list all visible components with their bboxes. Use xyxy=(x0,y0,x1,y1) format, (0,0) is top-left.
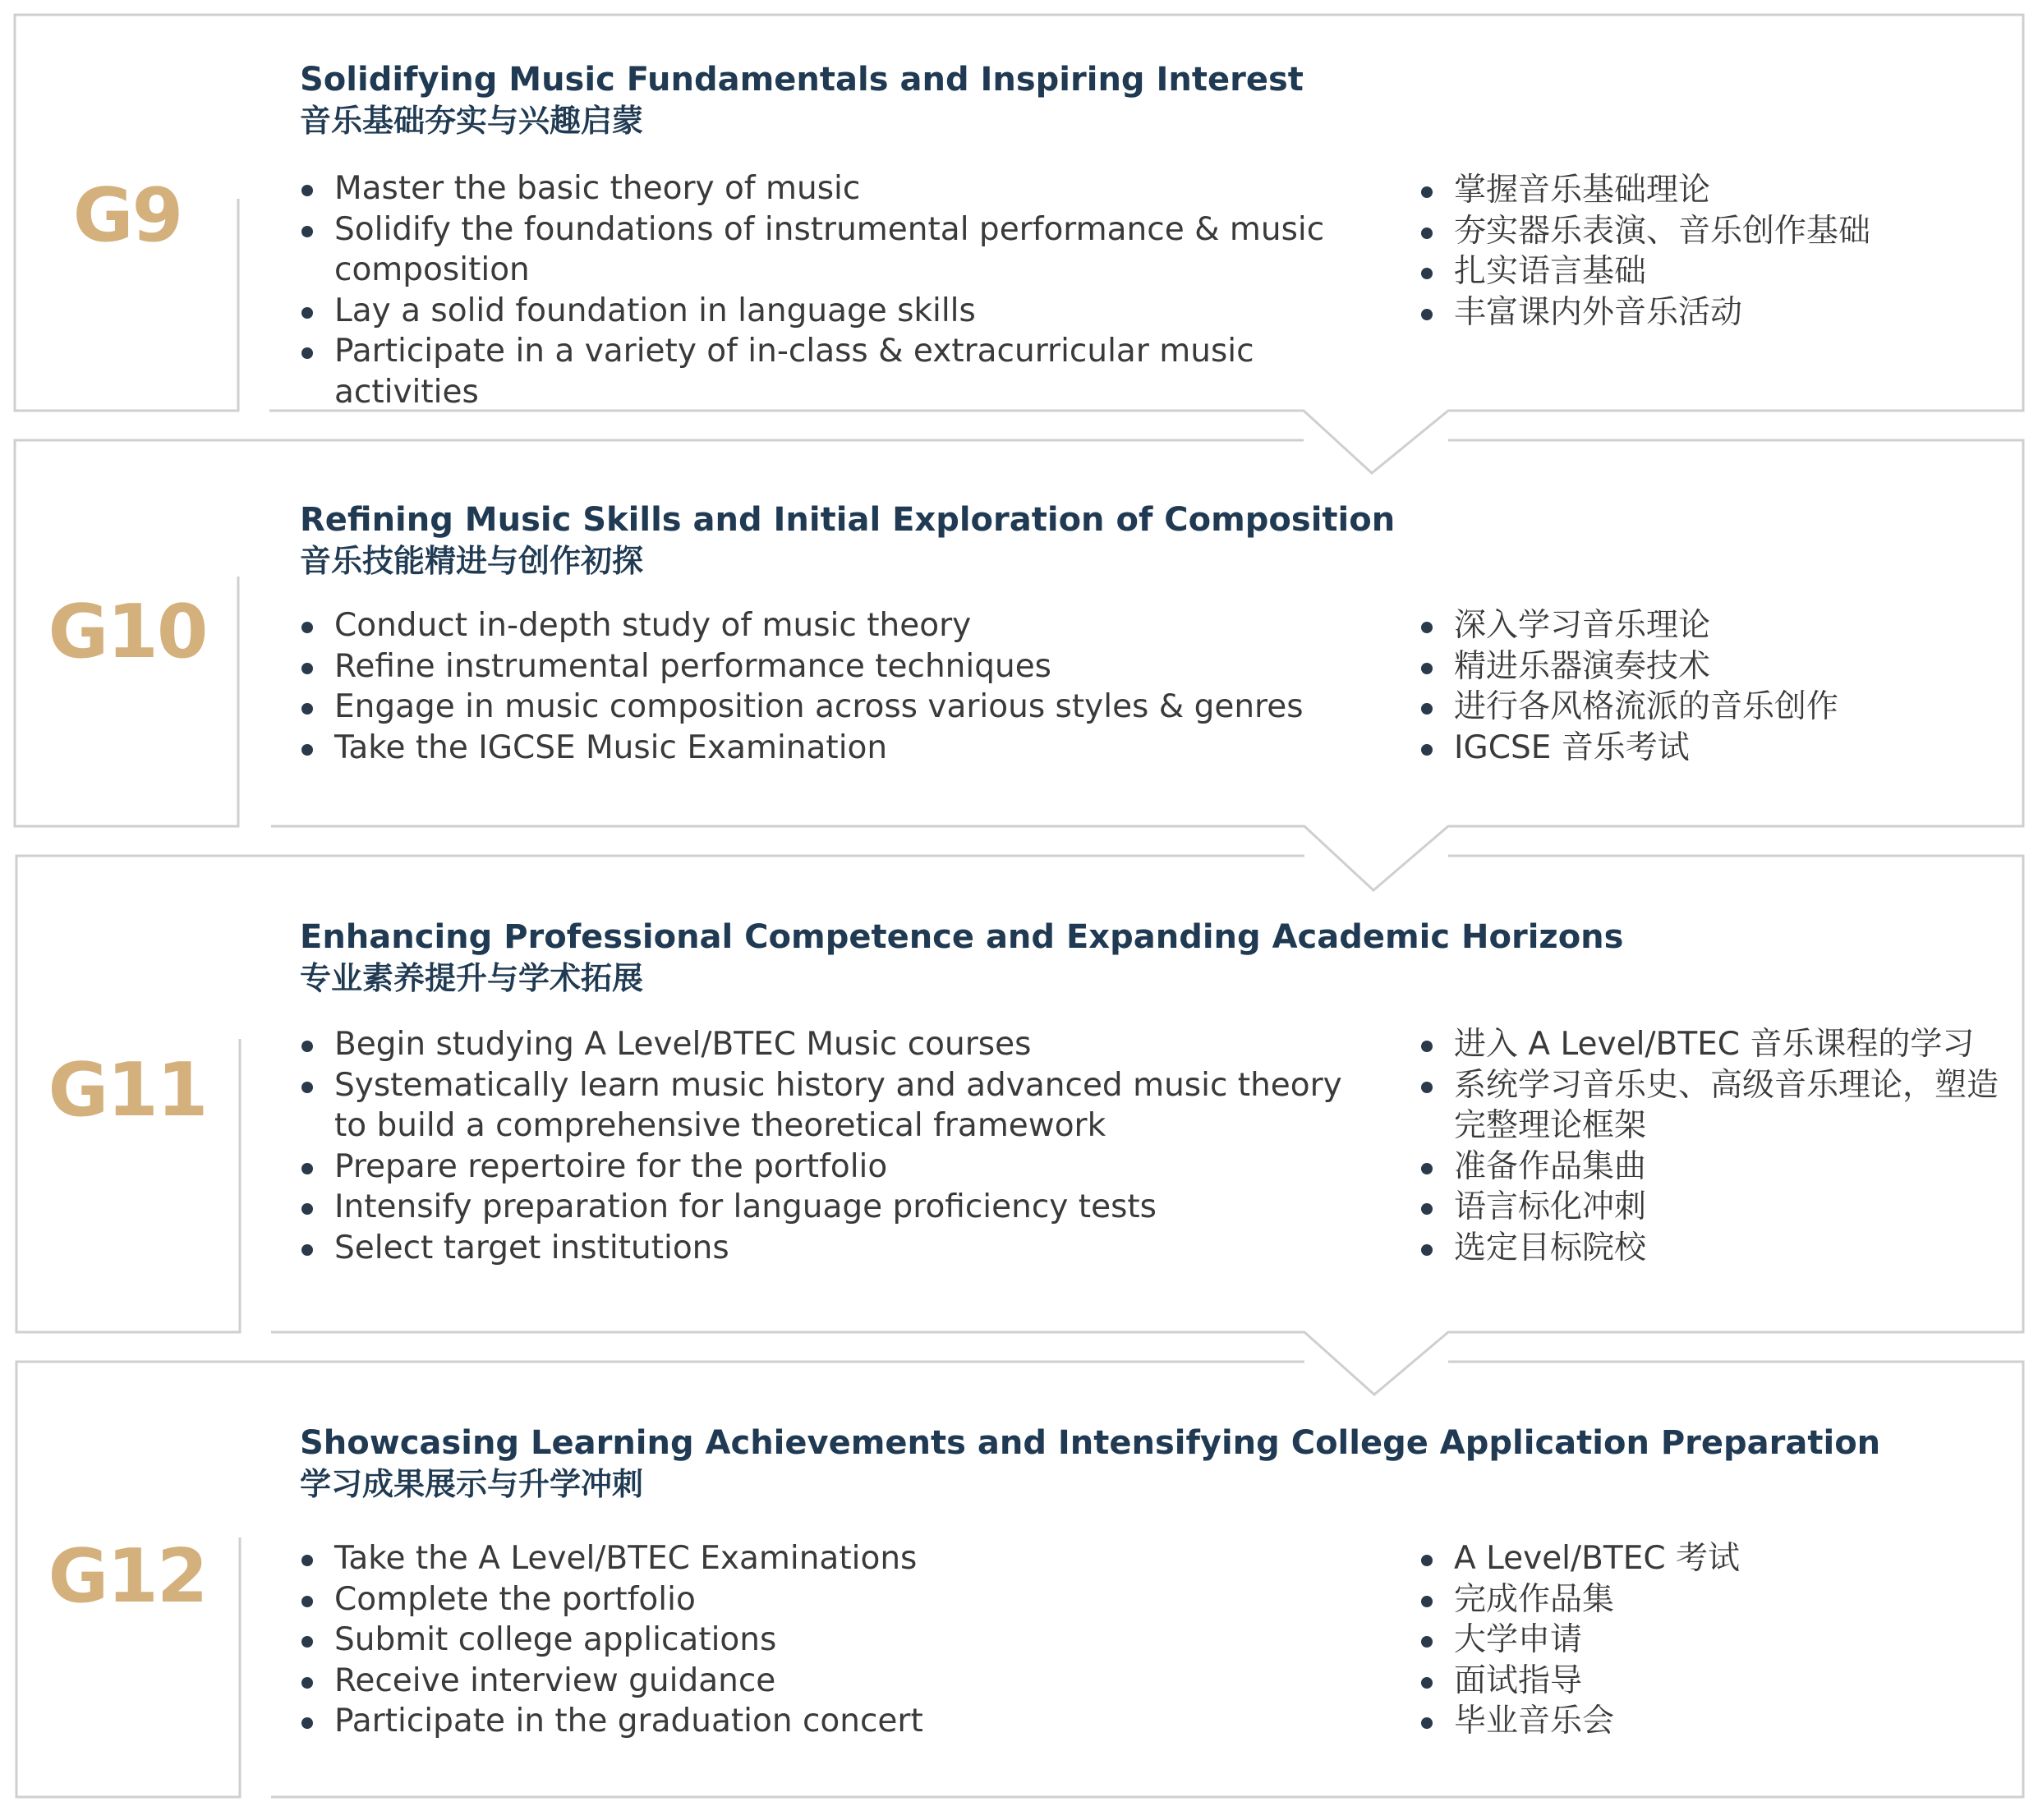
list-item: 掌握音乐基础理论 xyxy=(1419,170,2011,211)
list-item: Participate in the graduation concert xyxy=(300,1701,1396,1742)
list-item: 精进乐器演奏技术 xyxy=(1419,646,2011,687)
list-item: Engage in music composition across various styles & genres xyxy=(300,687,1396,728)
stage-heading xyxy=(300,59,1304,141)
goals-list-zh xyxy=(1419,1024,2011,1268)
list-item: 深入学习音乐理论 xyxy=(1419,605,2011,646)
stage-heading xyxy=(300,917,1623,999)
list-item: Begin studying A Level/BTEC Music courses xyxy=(300,1024,1376,1065)
stage-title-zh: 音乐技能精进与创作初探 xyxy=(300,543,644,579)
stage-title-en: Refining Music Skills and Initial Exploration of Composition xyxy=(300,501,1396,539)
list-item: Select target institutions xyxy=(300,1228,1376,1269)
list-item: Prepare repertoire for the portfolio xyxy=(300,1147,1376,1188)
list-item: Complete the portfolio xyxy=(300,1579,1396,1620)
list-item: Participate in a variety of in-class & extracurricular music activities xyxy=(300,331,1396,412)
list-item: 语言标化冲刺 xyxy=(1419,1187,2011,1228)
grade-label: G10 xyxy=(48,589,207,675)
list-item: Submit college applications xyxy=(300,1620,1396,1661)
list-item: Intensify preparation for language proficiency tests xyxy=(300,1187,1376,1228)
list-item: Conduct in-depth study of music theory xyxy=(300,605,1396,646)
list-item: Refine instrumental performance techniques xyxy=(300,646,1396,687)
goals-list-en xyxy=(300,1024,1376,1268)
list-item: 扎实语言基础 xyxy=(1419,251,2011,292)
list-item: 选定目标院校 xyxy=(1419,1228,2011,1269)
goals-list-en xyxy=(300,168,1396,412)
grade-label: G12 xyxy=(48,1533,207,1620)
list-item: 进入 A Level/BTEC 音乐课程的学习 xyxy=(1419,1024,2011,1065)
list-item: Systematically learn music history and advanced music theory to build a comprehensive theoretical framework xyxy=(300,1065,1376,1147)
list-item: 准备作品集曲 xyxy=(1419,1147,2011,1188)
list-item: IGCSE 音乐考试 xyxy=(1419,728,2011,769)
goals-list-zh xyxy=(1419,1538,2011,1742)
goals-list-en xyxy=(300,1538,1396,1742)
stage-heading xyxy=(300,499,1395,581)
list-item: 大学申请 xyxy=(1419,1620,2011,1661)
list-item: 完成作品集 xyxy=(1419,1579,2011,1620)
grade-label: G11 xyxy=(48,1047,207,1133)
list-item: A Level/BTEC 考试 xyxy=(1419,1538,2011,1579)
list-item: Take the A Level/BTEC Examinations xyxy=(300,1538,1396,1579)
stage-title-en: Solidifying Music Fundamentals and Inspiring Interest xyxy=(300,61,1304,99)
goals-list-zh xyxy=(1419,170,2011,333)
list-item: Lay a solid foundation in language skills xyxy=(300,291,1396,332)
list-item: 夯实器乐表演、音乐创作基础 xyxy=(1419,211,2011,252)
list-item: Take the IGCSE Music Examination xyxy=(300,728,1396,769)
list-item: 进行各风格流派的音乐创作 xyxy=(1419,687,2011,728)
goals-list-zh xyxy=(1419,605,2011,768)
stage-title-zh: 音乐基础夯实与兴趣启蒙 xyxy=(300,103,644,139)
list-item: 毕业音乐会 xyxy=(1419,1701,2011,1742)
list-item: 系统学习音乐史、高级音乐理论，塑造完整理论框架 xyxy=(1419,1065,2011,1147)
stage-title-en: Enhancing Professional Competence and Expanding Academic Horizons xyxy=(300,918,1624,956)
list-item: Master the basic theory of music xyxy=(300,168,1396,209)
list-item: 面试指导 xyxy=(1419,1661,2011,1702)
stage-title-zh: 学习成果展示与升学冲刺 xyxy=(300,1466,644,1502)
grade-label: G9 xyxy=(72,172,182,259)
stage-heading xyxy=(300,1422,1880,1505)
list-item: Receive interview guidance xyxy=(300,1661,1396,1702)
stage-title-en: Showcasing Learning Achievements and Intensifying College Application Preparation xyxy=(300,1424,1881,1462)
list-item: 丰富课内外音乐活动 xyxy=(1419,292,2011,333)
list-item: Solidify the foundations of instrumental performance & music composition xyxy=(300,209,1396,291)
stage-title-zh: 专业素养提升与学术拓展 xyxy=(300,960,644,996)
goals-list-en xyxy=(300,605,1396,768)
